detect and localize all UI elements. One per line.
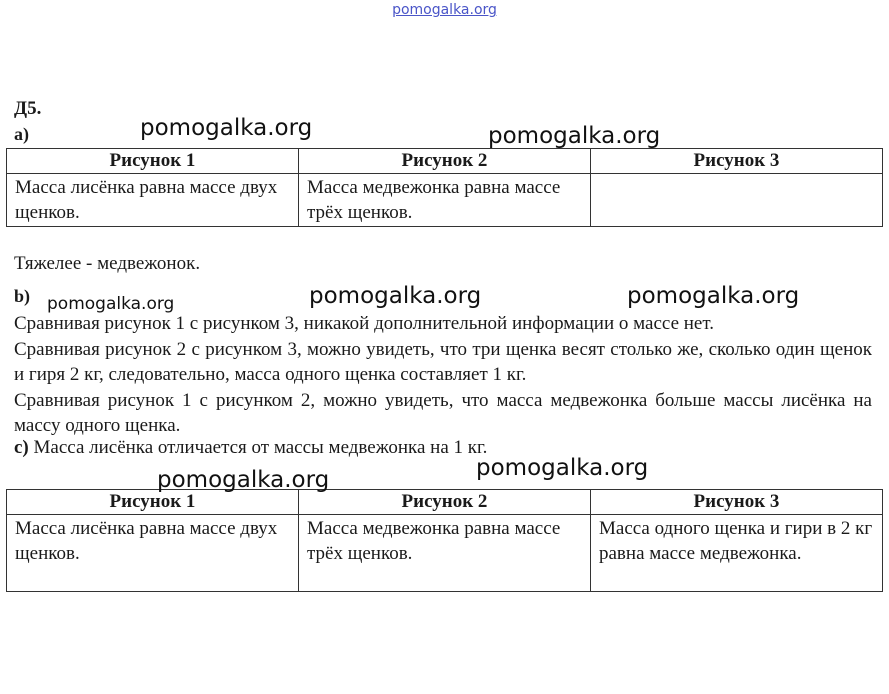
watermark: pomogalka.org [627,283,800,309]
paragraph-b [14,311,872,439]
table-a-header-2: Рисунок 2 [299,149,591,174]
label-a: а) [14,124,29,144]
watermark: pomogalka.org [488,123,661,149]
answer-c-line [14,437,487,459]
table-c-cell-1: Масса лисёнка равна массе двух щенков. [7,515,299,592]
label-c: с) [14,437,29,458]
table-c-cell-2: Масса медвежонка равна массе трёх щенков. [299,515,591,592]
table-a-cell-1: Масса лисёнка равна массе двух щенков. [7,174,299,227]
table-a-cell-3 [591,174,883,227]
label-b: b) [14,286,31,306]
table-c-header-3: Рисунок 3 [591,490,883,515]
paragraph-b-line-1: Сравнивая рисунок 1 с рисунком 3, никакой дополнительной информации о массе нет. [14,313,714,334]
answer-a: Тяжелее - медвежонок. [14,253,201,274]
watermark: pomogalka.org [476,455,649,481]
table-c-cell-3: Масса одного щенка и гири в 2 кг равна массе медвежонка. [591,515,883,592]
table-a-header-row [7,149,883,174]
watermark: pomogalka.org [157,467,330,493]
paragraph-b-line-2: Сравнивая рисунок 2 с рисунком 3, можно увидеть, что три щенка весят столько же, сколько один щенок и гиря 2 кг, следовательно, масса одного щенка составляет 1 кг. [14,338,872,385]
table-a-header-3: Рисунок 3 [591,149,883,174]
table-a [6,148,883,227]
watermark: pomogalka.org [309,283,482,309]
table-c-row [7,515,883,592]
site-link[interactable]: pomogalka.org [392,2,497,18]
paragraph-b-line-3: Сравнивая рисунок 1 с рисунком 2, можно увидеть, что масса медвежонка больше массы лисёнка на массу одного щенка. [14,389,872,436]
watermark: pomogalka.org [140,115,313,141]
table-a-row [7,174,883,227]
table-a-header-1: Рисунок 1 [7,149,299,174]
table-c-header-1: Рисунок 1 [7,490,299,515]
watermark: pomogalka.org [47,294,175,314]
table-a-cell-2: Масса медвежонка равна массе трёх щенков. [299,174,591,227]
task-title: Д5. [14,98,42,119]
table-c-header-row [7,490,883,515]
table-c-header-2: Рисунок 2 [299,490,591,515]
answer-c: Масса лисёнка отличается от массы медвежонка на 1 кг. [33,437,488,458]
table-c [6,489,883,592]
